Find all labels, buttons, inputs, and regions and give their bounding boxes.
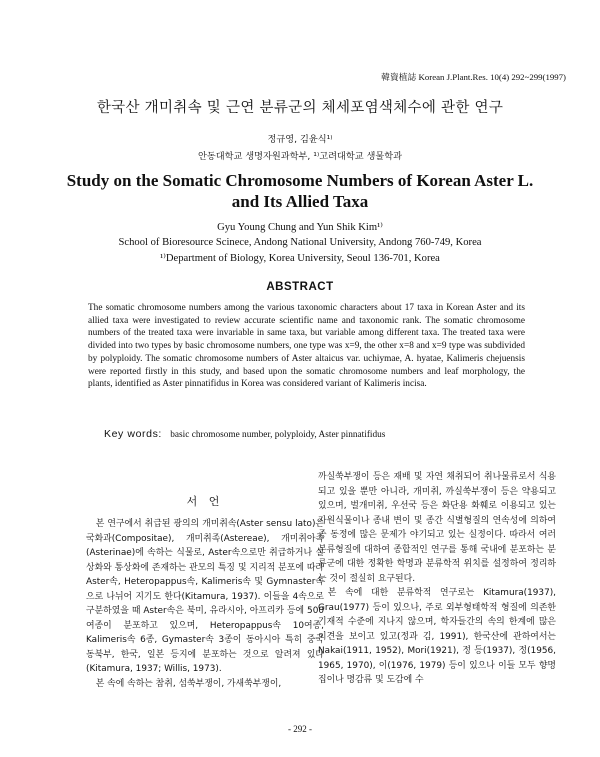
english-title-line1: Study on the Somatic Chromosome Numbers of Korean Aster L. xyxy=(66,171,534,190)
english-authors: Gyu Young Chung and Yun Shik Kim¹⁾ xyxy=(217,222,383,233)
english-title-line2: and Its Allied Taxa xyxy=(231,192,369,211)
keywords-line xyxy=(104,428,385,440)
left-paragraph-2: 본 속에 속하는 참취, 섬쑥부쟁이, 가새쑥부쟁이, xyxy=(95,678,282,689)
korean-affiliations: 안동대학교 생명자원과학부, ¹⁾고려대학교 생물학과 xyxy=(198,151,402,162)
english-affiliation-2: ¹⁾Department of Biology, Korea University, Seoul 136-701, Korea xyxy=(160,253,440,264)
keywords-label: Key words: xyxy=(104,428,162,440)
right-paragraph-2: 본 속에 대한 분류학적 연구로는 Kitamura(1937), Grau(1977) 등이 있으나, 주로 외부형태학적 형질에 의존한 기재적 수준에 지나지 않으며, 학자들간의 속의 한계에 많은 이견을 보이고 있고(정과 김, 1991), 한국산에 관하여서는 Nakai(1911, 1952), Mori(1921), 정 등(1937), 정(1956, 1965, 1970), 이(1976, 1979) 등이 있으나 이들 모두 향명집이나 명감류 및 도감에 수 xyxy=(318,588,556,685)
korean-title: 한국산 개미취속 및 근연 분류군의 체세포염색체수에 관한 연구 xyxy=(96,100,504,116)
left-paragraph-1: 본 연구에서 취급된 광의의 개미취속(Aster sensu lato)은 국화과(Compositae), 개미취족(Astereae), 개미취아족(Asterinae)에 속하는 식물로, Aster속으로만 취급하거나 실상화와 통상화에 존재하는 관모의 특징 및 지리적 분포에 따라 Aster속, Heteropappus속, Kalimeris속 및 Gymnaster속으로 나뉘어 지기도 한다(Kitamura, 1937). 이들을 4속으로 구분하였을 때 Aster속은 북미, 유라시아, 아프리카 등에 500여종이 분포하고 있으며, Heteropappus속 10여종, Kalimeris속 6종, Gymaster속 3종이 동아시아 특히 중국 동북부, 한국, 일본 등지에 분포하는 것으로 알려져 있다 (Kitamura, 1937; Willis, 1973). xyxy=(86,519,324,674)
abstract-body xyxy=(88,302,525,391)
english-affiliation-1: School of Bioresource Scinece, Andong National University, Andong 760-749, Korea xyxy=(118,237,482,248)
journal-citation: 韓資植誌 Korean J.Plant.Res. 10(4) 292~299(1997) xyxy=(381,72,566,82)
section-heading-introduction: 서 언 xyxy=(186,495,224,508)
abstract-heading: ABSTRACT xyxy=(266,281,334,293)
english-title xyxy=(40,170,560,212)
korean-authors: 정규영, 김윤식¹⁾ xyxy=(267,134,333,145)
right-paragraph-1: 까실쑥부쟁이 등은 재배 및 자연 채취되어 취나물류로서 식용되고 있을 뿐만 아니라, 개미취, 까실쑥부쟁이 등은 약용되고 있으며, 벌개미취, 우선국 등은 화단용 화훼로 이용되고 있는 자원식물이나 종내 변이 및 종간 식별형질의 연속성에 의하여 종 동정에 많은 문제가 야기되고 있는 실정이다. 따라서 여러 분류형질에 대하여 종합적인 연구를 통해 국내에 분포하는 분류군에 대한 정확한 학명과 분류학적 위치를 설정하여 정리하는 것이 절실히 요구된다. xyxy=(318,472,556,584)
right-column xyxy=(318,470,556,688)
abstract-text: The somatic chromosome numbers among the various taxonomic characters about 17 taxa in Korean Aster and its allied taxa were investigated to review accurate scientific name and taxonomic rank. The somatic chromosome numbers of the treated taxa were invariable in same taxa, but variable among different taxa. The treated taxa were divided into two types by basic chromosome numbers, one type was x=9, the other x=8 and x=9 type was subdivided by polyploidy. The somatic chromosome numbers of Aster altaicus var. uchiymae, A. hyatae, Kalimeris chejuensis were reported firstly in this study, and based upon the somatic chromosome numbers and leaf morphology, the plants, identified as Aster pinnatifidus in Korea was considered variant of Kalimeris incisa. xyxy=(88,303,525,390)
left-column xyxy=(86,517,324,691)
page-number: - 292 - xyxy=(288,724,312,734)
keywords-text: basic chromosome number, polyploidy, Aster pinnatifidus xyxy=(170,430,386,440)
